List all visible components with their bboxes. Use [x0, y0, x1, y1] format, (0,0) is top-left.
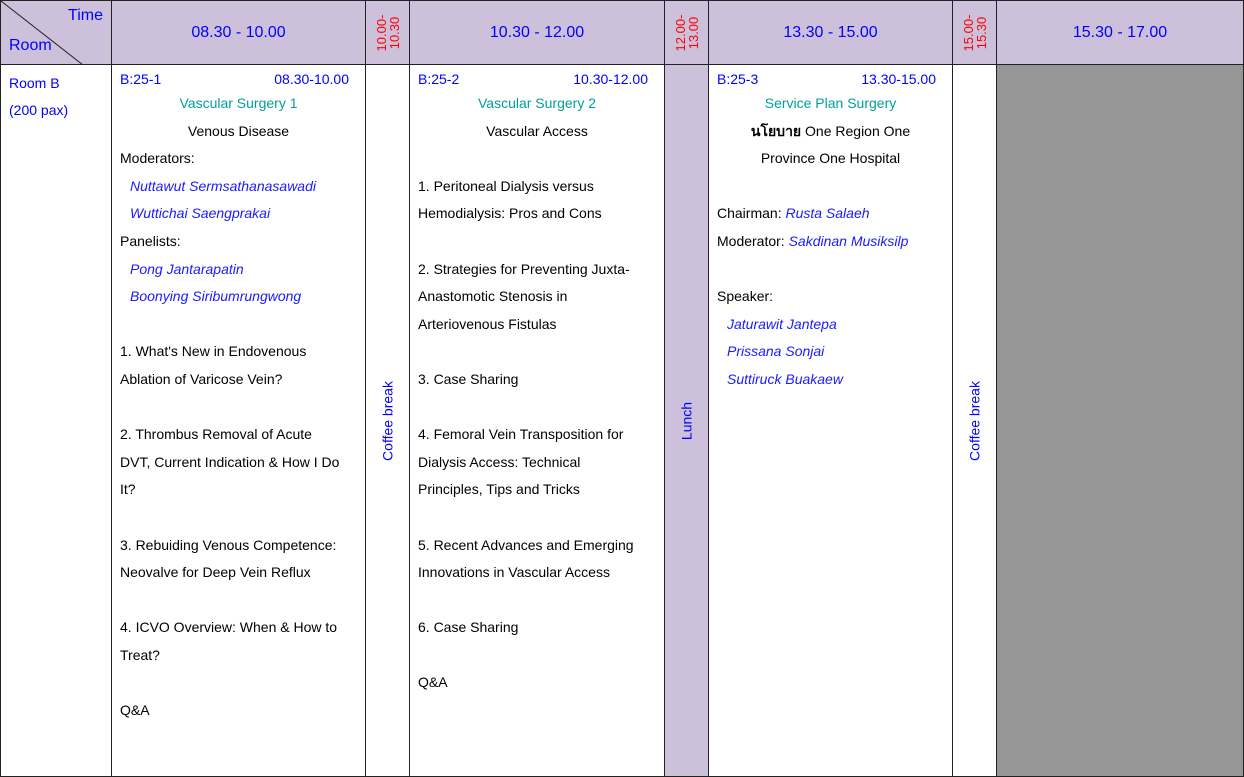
coffee-break-1: [366, 65, 410, 777]
speaker-name: Jaturawit Jantepa: [727, 315, 837, 332]
topic-line: 4. Femoral Vein Transposition for: [418, 426, 624, 443]
coffee-break-label: Coffee break: [966, 380, 982, 461]
panelist-name: Pong Jantarapatin: [130, 260, 244, 277]
moderators-label: Moderators:: [120, 150, 195, 167]
topic-line: Neovalve for Deep Vein Reflux: [120, 564, 311, 581]
topic-line: 4. ICVO Overview: When & How to: [120, 619, 338, 636]
spacer: [120, 504, 357, 532]
spacer: [418, 145, 656, 173]
moderator-line: [717, 228, 944, 256]
session-subtitle: Venous Disease: [187, 122, 290, 139]
lunch-label: Lunch: [678, 401, 694, 440]
speaker-label: Speaker:: [717, 288, 774, 305]
session-code: B:25-1: [120, 71, 162, 87]
moderator-label: Moderator:: [717, 232, 789, 249]
empty-slot: [997, 65, 1244, 777]
panelists-label: Panelists:: [120, 232, 181, 249]
session-1-codes: [120, 69, 357, 90]
lunch-break: [665, 65, 709, 777]
time-label: Time: [68, 7, 103, 24]
spacer: [717, 256, 944, 284]
session-code: B:25-2: [418, 71, 460, 87]
session-2: [410, 65, 665, 777]
panelist-name: Boonying Siribumrungwong: [130, 288, 302, 305]
slot-header-1: 08.30 - 10.00: [112, 0, 366, 65]
topic-line: 1. Peritoneal Dialysis versus: [418, 177, 594, 194]
moderator-name: Wuttichai Saengprakai: [130, 205, 271, 222]
session-1: [112, 65, 366, 777]
spacer: [418, 642, 656, 670]
topic-line: 2. Strategies for Preventing Juxta-: [418, 260, 630, 277]
slot-header-2: 10.30 - 12.00: [410, 0, 665, 65]
chairman-line: [717, 200, 944, 228]
topic-line: It?: [120, 481, 136, 498]
speaker-name: Suttiruck Buakaew: [727, 370, 843, 387]
spacer: [418, 394, 656, 422]
session-3: [709, 65, 953, 777]
topic-line: 2. Thrombus Removal of Acute: [120, 426, 312, 443]
slot-header-3: 13.30 - 15.00: [709, 0, 953, 65]
session-title: Service Plan Surgery: [764, 95, 897, 111]
room-cell: [0, 65, 112, 777]
topic-line: DVT, Current Indication & How I Do: [120, 453, 340, 470]
spacer: [418, 587, 656, 615]
topic-line: Hemodialysis: Pros and Cons: [418, 205, 602, 222]
policy-line: [717, 118, 944, 146]
session-3-codes: [717, 69, 944, 90]
spacer: [418, 504, 656, 532]
session-time: 08.30-10.00: [274, 71, 349, 87]
session-2-codes: [418, 69, 656, 90]
spacer: [120, 394, 357, 422]
topic-line: Treat?: [120, 646, 160, 663]
chairman-name: Rusta Salaeh: [785, 205, 870, 222]
break-header-1: [366, 0, 410, 65]
corner-header: [0, 0, 112, 65]
break-header-2: [665, 0, 709, 65]
chairman-label: Chairman:: [717, 205, 786, 222]
topic-line: 1. What's New in Endovenous: [120, 343, 307, 360]
coffee-break-2: [953, 65, 997, 777]
spacer: [418, 338, 656, 366]
policy-text: One Region One: [801, 122, 911, 139]
session-time: 10.30-12.00: [573, 71, 648, 87]
spacer: [120, 311, 357, 339]
spacer: [120, 587, 357, 615]
moderator-name: Sakdinan Musiksilp: [788, 232, 909, 249]
speaker-name: Prissana Sonjai: [727, 343, 825, 360]
break-time-2: 12.00- 13.00: [672, 14, 701, 51]
topic-line: Principles, Tips and Tricks: [418, 481, 580, 498]
break-time-1: 10.00- 10.30: [373, 14, 402, 51]
spacer: [120, 669, 357, 697]
slot-header-4: 15.30 - 17.00: [997, 0, 1244, 65]
break-header-3: [953, 0, 997, 65]
topic-line: Ablation of Varicose Vein?: [120, 370, 283, 387]
topic-line: Innovations in Vascular Access: [418, 564, 610, 581]
topic-line: Dialysis Access: Technical: [418, 453, 581, 470]
room-capacity: (200 pax): [9, 102, 69, 118]
room-name: Room B: [9, 75, 60, 91]
qa-label: Q&A: [418, 674, 448, 691]
qa-label: Q&A: [120, 702, 150, 719]
session-title: Vascular Surgery 1: [179, 95, 298, 111]
topic-line: 5. Recent Advances and Emerging: [418, 536, 634, 553]
topic-line: 6. Case Sharing: [418, 619, 519, 636]
coffee-break-label: Coffee break: [379, 380, 395, 461]
topic-line: Arteriovenous Fistulas: [418, 315, 557, 332]
policy-thai: นโยบาย: [750, 122, 802, 139]
break-time-3: 15.00- 15.30: [960, 14, 989, 51]
moderator-name: Nuttawut Sermsathanasawadi: [130, 177, 316, 194]
topic-line: 3. Rebuiding Venous Competence:: [120, 536, 337, 553]
session-subtitle: Vascular Access: [486, 122, 588, 139]
topic-line: 3. Case Sharing: [418, 370, 519, 387]
spacer: [717, 173, 944, 201]
topic-line: Anastomotic Stenosis in: [418, 288, 568, 305]
session-time: 13.30-15.00: [861, 71, 936, 87]
policy-line-2: Province One Hospital: [760, 150, 901, 167]
room-label: Room: [9, 37, 52, 54]
session-code: B:25-3: [717, 71, 759, 87]
session-title: Vascular Surgery 2: [477, 95, 596, 111]
spacer: [418, 228, 656, 256]
